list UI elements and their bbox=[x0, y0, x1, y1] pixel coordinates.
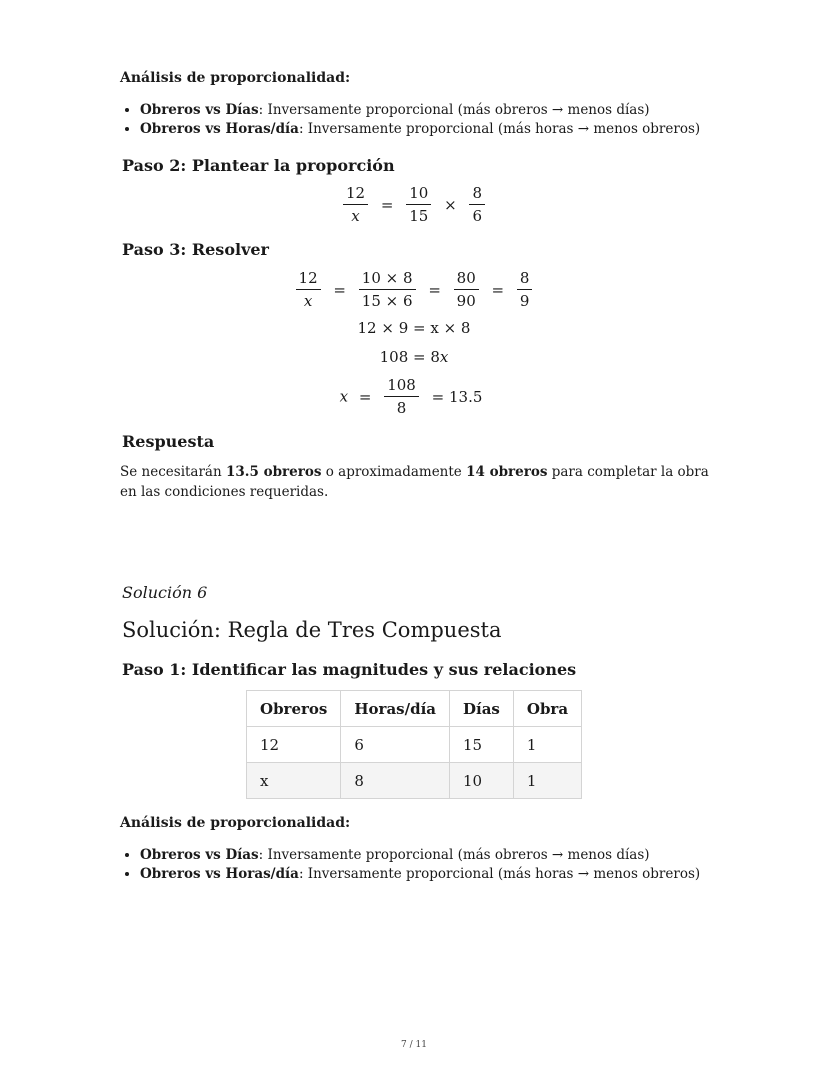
column-header: Días bbox=[450, 691, 514, 727]
table-cell: x bbox=[247, 763, 341, 799]
equals-sign: = bbox=[491, 280, 505, 299]
column-header: Obra bbox=[513, 691, 581, 727]
item-term: Obreros vs Días bbox=[140, 102, 259, 118]
list-item bbox=[140, 120, 700, 139]
equals-sign: = bbox=[380, 195, 394, 214]
equals-sign: = bbox=[428, 280, 441, 299]
proportionality-list bbox=[122, 846, 700, 884]
step1-heading: Paso 1: Identificar las magnitudes y sus relaciones bbox=[122, 660, 577, 679]
list-item bbox=[140, 101, 700, 120]
fraction: $\frac{10 \times 8}{15 \times 6}$ bbox=[359, 270, 416, 309]
analysis-label: Análisis de proporcionalidad: bbox=[120, 70, 351, 86]
table-row bbox=[247, 763, 582, 799]
item-text: : Inversamente proporcional (más obreros → menos días) bbox=[258, 847, 650, 863]
fraction: $\frac{80}{90}$ bbox=[454, 270, 479, 309]
table-cell: 1 bbox=[513, 727, 581, 763]
table-cell: 12 bbox=[247, 727, 341, 763]
step3-heading: Paso 3: Resolver bbox=[122, 240, 269, 259]
item-text: : Inversamente proporcional (más horas → menos obreros) bbox=[298, 866, 701, 882]
fraction: $\frac{10}{15}$ bbox=[406, 185, 431, 224]
solution-label: Solución 6 bbox=[122, 583, 208, 602]
analysis-label: Análisis de proporcionalidad: bbox=[120, 815, 351, 831]
equals-sign: = bbox=[358, 387, 372, 406]
answer-paragraph: Se necesitarán 13.5 obreros o aproximadamente 14 obreros para completar la obra en las condiciones requeridas. bbox=[120, 464, 709, 500]
list-item bbox=[140, 865, 700, 884]
resolve-equation-3: 108 = 8x bbox=[379, 348, 449, 366]
table-row bbox=[247, 727, 582, 763]
list-item bbox=[140, 846, 700, 865]
fraction: $\frac{12}{x}$ bbox=[296, 270, 321, 309]
table-cell: 8 bbox=[341, 763, 450, 799]
proportionality-list bbox=[122, 101, 700, 139]
resolve-equation-1 bbox=[0, 270, 828, 309]
table-cell: 1 bbox=[513, 763, 581, 799]
step2-heading: Paso 2: Plantear la proporción bbox=[122, 156, 395, 175]
column-header: Horas/día bbox=[341, 691, 450, 727]
table-header-row bbox=[247, 691, 582, 727]
solution-title: Solución: Regla de Tres Compuesta bbox=[122, 618, 502, 642]
fraction: $\frac{8}{6}$ bbox=[469, 185, 485, 224]
equals-sign: = bbox=[333, 280, 346, 299]
resolve-equation-4: x = $\frac{108}{8}$ = 13.5 bbox=[339, 376, 483, 417]
item-term: Obreros vs Horas/día bbox=[140, 121, 299, 137]
fraction: $\frac{12}{x}$ bbox=[343, 185, 368, 224]
fraction: $\frac{108}{8}$ bbox=[384, 377, 419, 416]
item-text: : Inversamente proporcional (más obreros → menos días) bbox=[258, 102, 650, 118]
result: = 13.5 bbox=[431, 387, 483, 406]
page-number: 7 / 11 bbox=[401, 1040, 427, 1050]
item-text: : Inversamente proporcional (más horas → menos obreros) bbox=[298, 121, 701, 137]
magnitudes-table bbox=[246, 690, 582, 799]
answer-heading: Respuesta bbox=[122, 432, 215, 451]
times-sign: × bbox=[444, 195, 457, 214]
item-term: Obreros vs Días bbox=[140, 847, 259, 863]
resolve-equation-2: 12 × 9 = x × 8 bbox=[357, 319, 471, 337]
table-cell: 6 bbox=[341, 727, 450, 763]
fraction: $\frac{8}{9}$ bbox=[517, 270, 533, 309]
table-cell: 15 bbox=[450, 727, 514, 763]
item-term: Obreros vs Horas/día bbox=[140, 866, 299, 882]
table-cell: 10 bbox=[450, 763, 514, 799]
proportion-equation bbox=[0, 185, 828, 224]
column-header: Obreros bbox=[247, 691, 341, 727]
